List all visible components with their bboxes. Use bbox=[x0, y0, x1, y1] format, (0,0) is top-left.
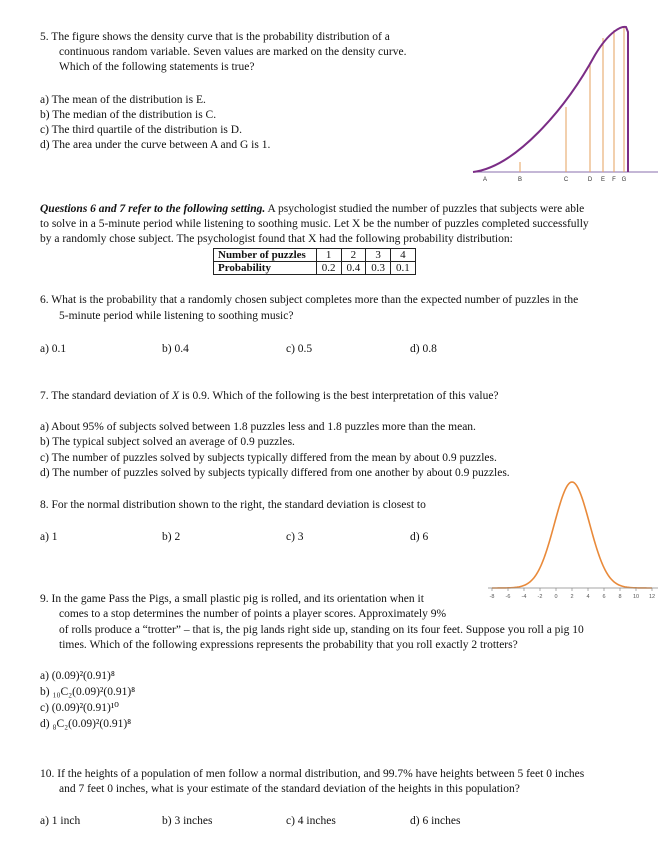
q5-stem-line2: continuous random variable. Seven values are marked on the density curve. bbox=[59, 46, 407, 58]
q9-stem-line2: comes to a stop determines the number of points a player scores. Approximately 9% bbox=[59, 608, 447, 620]
figure-label-e: E bbox=[600, 177, 606, 183]
q6-option-a: a) 0.1 bbox=[40, 343, 67, 355]
q10-option-c: c) 4 inches bbox=[286, 815, 336, 827]
probability-table bbox=[213, 248, 416, 275]
figure-label-c: C bbox=[563, 177, 569, 183]
q7-stem-var: X bbox=[172, 390, 180, 402]
axis-tick-label: -4 bbox=[521, 594, 527, 600]
table-cell: 4 bbox=[391, 249, 416, 262]
figure-label-b: B bbox=[517, 177, 523, 183]
q6-stem-line2: 5-minute period while listening to soothing music? bbox=[59, 310, 294, 322]
axis-tick-label: 10 bbox=[632, 594, 640, 600]
q9-stem-line4: times. Which of the following expressions represents the probability that you roll exactly 2 trotters? bbox=[59, 639, 518, 651]
axis-tick-label: 6 bbox=[602, 594, 606, 600]
q7-option-b: b) The typical subject solved an average of 0.9 puzzles. bbox=[40, 436, 295, 448]
q5-density-figure bbox=[470, 20, 660, 185]
table-cell: 0.3 bbox=[366, 262, 391, 275]
q10-stem-line2: and 7 feet 0 inches, what is your estimate of the standard deviation of the heights in this population? bbox=[59, 783, 520, 795]
table-cell: 3 bbox=[366, 249, 391, 262]
normal-curve bbox=[492, 482, 652, 588]
q5-stem-line1: 5. The figure shows the density curve that is the probability distribution of a bbox=[40, 31, 390, 43]
q8-normal-figure bbox=[484, 476, 660, 606]
q8-option-b: b) 2 bbox=[162, 531, 181, 543]
table-cell: 0.4 bbox=[341, 262, 366, 275]
normal-axis-ticks bbox=[490, 588, 656, 600]
setting-line1-rest: A psychologist studied the number of puzzles that subjects were able bbox=[265, 203, 585, 215]
table-header-number: Number of puzzles bbox=[214, 249, 317, 262]
q10-stem-line1: 10. If the heights of a population of men follow a normal distribution, and 99.7% have heights between 5 feet 0 inches bbox=[40, 768, 585, 780]
table-cell: 0.2 bbox=[316, 262, 341, 275]
q7-option-c: c) The number of puzzles solved by subjects typically differed from the mean by about 0.9 puzzles. bbox=[40, 452, 497, 464]
table-cell: 0.1 bbox=[391, 262, 416, 275]
q5-option-b: b) The median of the distribution is C. bbox=[40, 109, 217, 121]
q7-stem-pre: 7. The standard deviation of bbox=[40, 390, 173, 402]
q8-option-d: d) 6 bbox=[410, 531, 429, 543]
q6-option-c: c) 0.5 bbox=[286, 343, 313, 355]
setting-intro: Questions 6 and 7 refer to the following setting. bbox=[40, 203, 266, 215]
q10-option-d: d) 6 inches bbox=[410, 815, 461, 827]
setting-line3: by a randomly chose subject. The psychologist found that X had the following probability distribution: bbox=[40, 233, 513, 245]
axis-tick-label: 12 bbox=[648, 594, 656, 600]
figure-label-g: G bbox=[621, 177, 627, 183]
q6-option-d: d) 0.8 bbox=[410, 343, 437, 355]
q6-stem-line1: 6. What is the probability that a randomly chosen subject completes more than the expected number of puzzles in the bbox=[40, 294, 579, 306]
q7-stem bbox=[40, 389, 499, 403]
setting-line1 bbox=[40, 202, 584, 216]
q7-option-d: d) The number of puzzles solved by subjects typically differed from one another by about 0.9 puzzles. bbox=[40, 467, 510, 479]
axis-tick-label: -8 bbox=[489, 594, 495, 600]
q5-option-c: c) The third quartile of the distribution is D. bbox=[40, 124, 242, 136]
figure-label-d: D bbox=[587, 177, 593, 183]
q7-stem-post: is 0.9. Which of the following is the best interpretation of this value? bbox=[179, 390, 499, 402]
axis-tick-label: -2 bbox=[537, 594, 543, 600]
figure-label-f: F bbox=[612, 177, 616, 183]
q9-option-b: b) ₁₀C₂(0.09)²(0.91)⁸ bbox=[40, 686, 136, 698]
table-row bbox=[214, 249, 416, 262]
q8-option-c: c) 3 bbox=[286, 531, 304, 543]
axis-tick-label: 4 bbox=[586, 594, 590, 600]
axis-tick-label: 8 bbox=[618, 594, 622, 600]
figure-label-a: A bbox=[482, 177, 488, 183]
table-cell: 1 bbox=[316, 249, 341, 262]
q10-option-a: a) 1 inch bbox=[40, 815, 81, 827]
table-header-probability: Probability bbox=[214, 262, 317, 275]
q9-option-d: d) ₈C₂(0.09)²(0.91)⁸ bbox=[40, 718, 132, 730]
q8-option-a: a) 1 bbox=[40, 531, 58, 543]
q5-stem-line3: Which of the following statements is true? bbox=[59, 61, 255, 73]
q9-stem-line3: of rolls produce a “trotter” – that is, the pig lands right side up, standing on its four feet. Suppose you roll a pig 10 bbox=[59, 624, 584, 636]
q9-option-a: a) (0.09)²(0.91)⁸ bbox=[40, 670, 115, 682]
q5-option-a: a) The mean of the distribution is E. bbox=[40, 94, 206, 106]
q10-option-b: b) 3 inches bbox=[162, 815, 213, 827]
q6-option-b: b) 0.4 bbox=[162, 343, 189, 355]
density-curve bbox=[473, 27, 628, 172]
setting-line2: to solve in a 5-minute period while listening to soothing music. Let X be the number of puzzles completed successfully bbox=[40, 218, 589, 230]
axis-tick-label: 0 bbox=[554, 594, 558, 600]
q9-stem-line1: 9. In the game Pass the Pigs, a small plastic pig is rolled, and its orientation when it bbox=[40, 593, 424, 605]
q7-option-a: a) About 95% of subjects solved between 1.8 puzzles less and 1.8 puzzles more than the mean. bbox=[40, 421, 476, 433]
axis-tick-label: 2 bbox=[570, 594, 574, 600]
q5-option-d: d) The area under the curve between A and G is 1. bbox=[40, 139, 271, 151]
table-cell: 2 bbox=[341, 249, 366, 262]
q9-option-c: c) (0.09)²(0.91)¹⁰ bbox=[40, 702, 119, 714]
axis-tick-label: -6 bbox=[505, 594, 511, 600]
q8-stem: 8. For the normal distribution shown to the right, the standard deviation is closest to bbox=[40, 499, 426, 511]
table-row bbox=[214, 262, 416, 275]
